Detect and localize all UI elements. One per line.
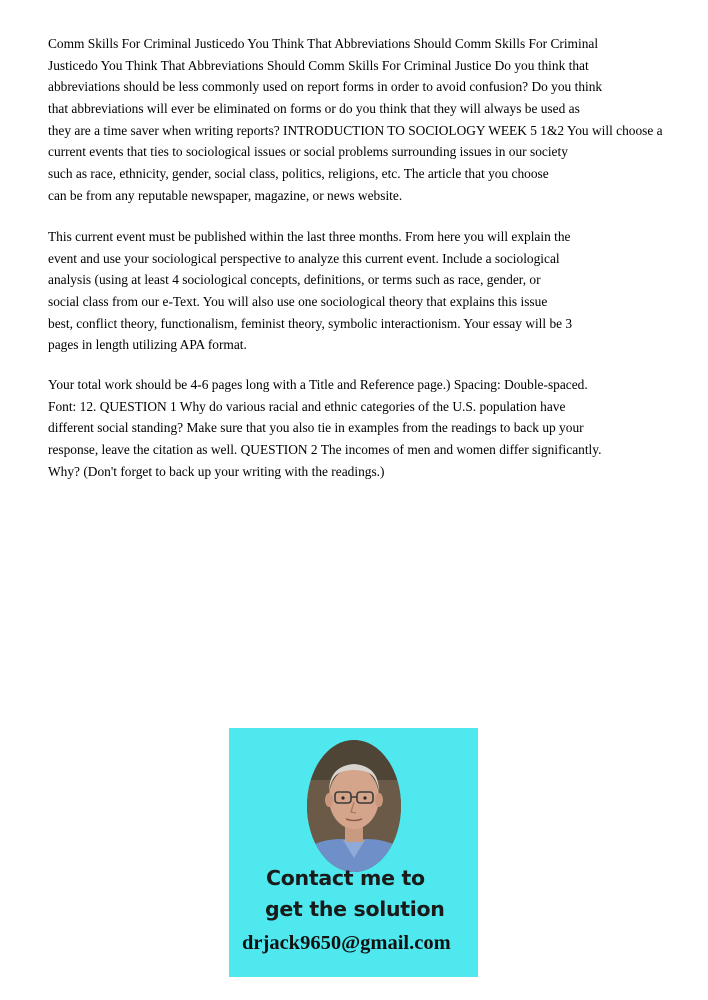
- person-portrait-icon: [307, 740, 401, 872]
- text-line: social class from our e-Text. You will also use one sociological theory that explains this issue: [48, 294, 548, 310]
- contact-ad-card[interactable]: [229, 728, 478, 977]
- text-line: best, conflict theory, functionalism, feminist theory, symbolic interactionism. Your essay will be 3: [48, 315, 573, 331]
- text-line: can be from any reputable newspaper, magazine, or news website.: [48, 187, 403, 203]
- text-line: event and use your sociological perspective to analyze this current event. Include a sociological: [48, 250, 560, 266]
- text-line: such as race, ethnicity, gender, social class, politics, religions, etc. The article that you choose: [48, 166, 549, 182]
- text-line: pages in length utilizing APA format.: [48, 337, 247, 353]
- contact-email-link[interactable]: drjack9650@gmail.com: [242, 932, 451, 954]
- text-line: different social standing? Make sure that you also tie in examples from the readings to back up your: [48, 420, 584, 436]
- text-line: abbreviations should be less commonly used on report forms in order to avoid confusion? Do you think: [48, 79, 603, 95]
- text-line: response, leave the citation as well. QUESTION 2 The incomes of men and women differ significantly.: [48, 442, 602, 458]
- text-line: This current event must be published within the last three months. From here you will explain the: [48, 229, 571, 244]
- paragraph-2: [48, 226, 708, 356]
- portrait-photo: [307, 740, 401, 872]
- text-line: analysis (using at least 4 sociological concepts, definitions, or terms such as race, gender, or: [48, 272, 541, 288]
- text-line: that abbreviations will ever be eliminated on forms or do you think that they will always be used as: [48, 101, 580, 117]
- contact-heading-line-1: Contact me to: [266, 866, 425, 890]
- text-line: Why? (Don't forget to back up your writing with the readings.): [48, 463, 385, 479]
- text-line: Comm Skills For Criminal Justicedo You Think That Abbreviations Should Comm Skills For Criminal: [48, 36, 599, 51]
- paragraph-1: [48, 33, 708, 207]
- text-line: current events that ties to sociological issues or social problems surrounding issues in our society: [48, 144, 568, 160]
- text-line: they are a time saver when writing reports? INTRODUCTION TO SOCIOLOGY WEEK 5 1&2 You will choose a: [48, 122, 663, 138]
- paragraph-3: [48, 374, 708, 482]
- text-line: Justicedo You Think That Abbreviations Should Comm Skills For Criminal Justice Do you think that: [48, 57, 589, 73]
- text-line: Font: 12. QUESTION 1 Why do various racial and ethnic categories of the U.S. population have: [48, 398, 566, 414]
- contact-heading-line-2: get the solution: [265, 897, 445, 921]
- text-line: Your total work should be 4-6 pages long with a Title and Reference page.) Spacing: Double-spaced.: [48, 377, 588, 392]
